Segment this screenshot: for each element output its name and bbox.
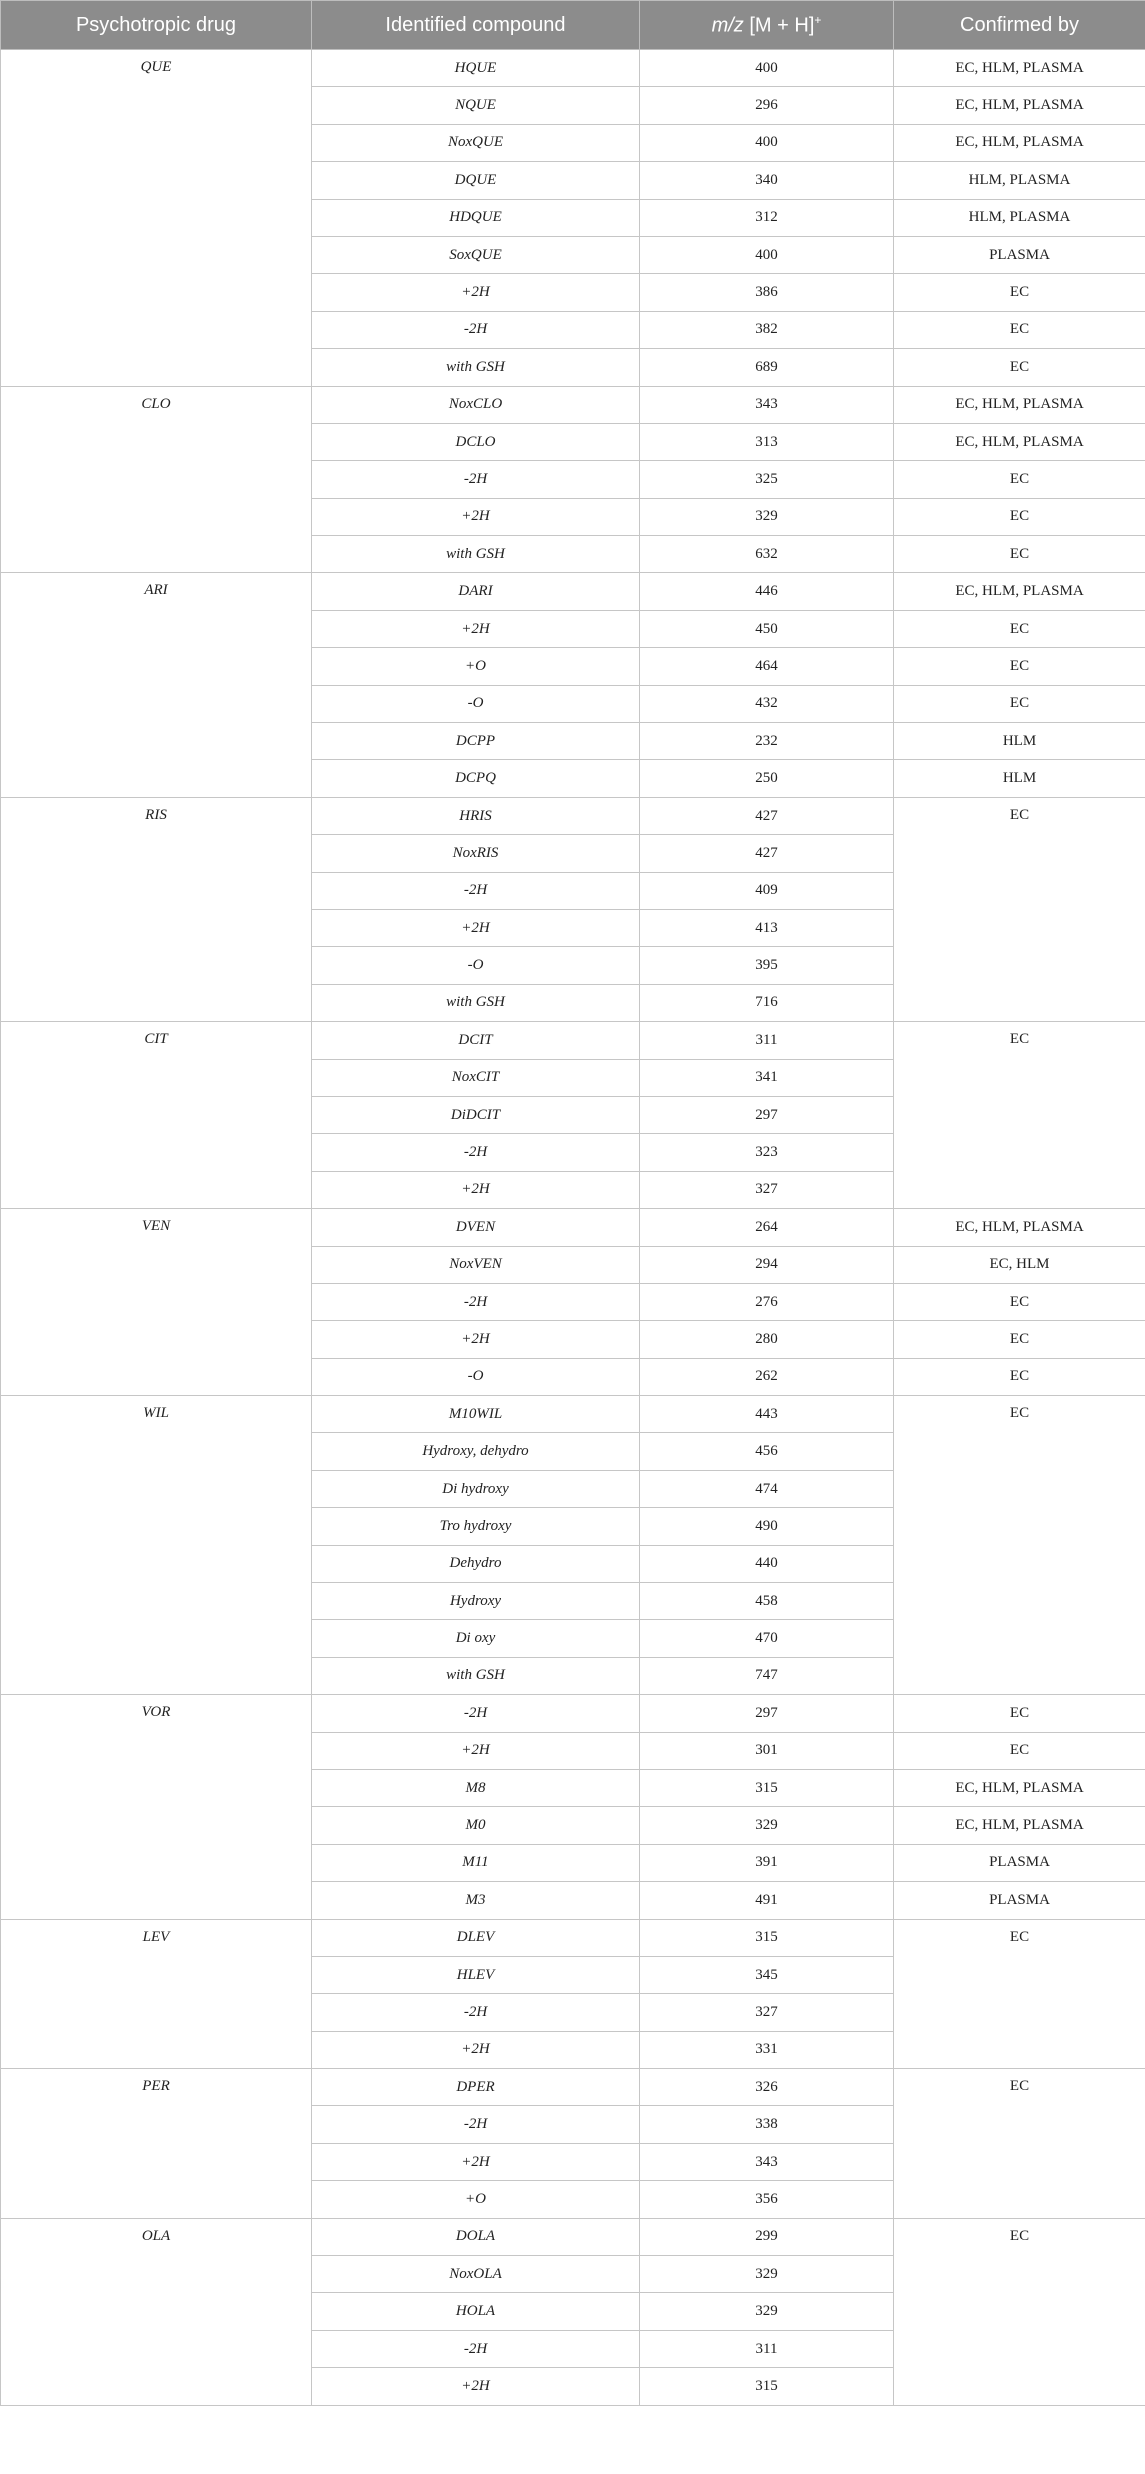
confirmed-cell: EC [894, 1358, 1145, 1395]
compound-cell: -O [312, 1358, 640, 1395]
confirmed-cell: EC, HLM, PLASMA [894, 50, 1145, 87]
compound-cell: Di hydroxy [312, 1470, 640, 1507]
mz-cell: 446 [640, 573, 894, 610]
compound-cell: -2H [312, 2330, 640, 2367]
mz-cell: 326 [640, 2069, 894, 2106]
mz-cell: 432 [640, 685, 894, 722]
compound-cell: M11 [312, 1844, 640, 1881]
compound-cell: NoxVEN [312, 1246, 640, 1283]
confirmed-cell: EC, HLM, PLASMA [894, 423, 1145, 460]
mz-cell: 312 [640, 199, 894, 236]
table-row [1, 2069, 1145, 2106]
header-mz-sup: + [814, 12, 822, 27]
compound-cell: DCLO [312, 423, 640, 460]
confirmed-cell: EC [894, 1396, 1145, 1695]
confirmed-cell: HLM [894, 723, 1145, 760]
mz-cell: 474 [640, 1470, 894, 1507]
compound-cell: -2H [312, 1695, 640, 1732]
compound-cell: +2H [312, 909, 640, 946]
mz-cell: 382 [640, 311, 894, 348]
confirmed-cell: EC [894, 1919, 1145, 2069]
compound-cell: +2H [312, 274, 640, 311]
mz-cell: 315 [640, 1769, 894, 1806]
compound-cell: -2H [312, 1283, 640, 1320]
confirmed-cell: EC, HLM, PLASMA [894, 573, 1145, 610]
table-row [1, 2218, 1145, 2255]
mz-cell: 250 [640, 760, 894, 797]
mz-cell: 450 [640, 610, 894, 647]
mz-cell: 427 [640, 835, 894, 872]
confirmed-cell: EC [894, 311, 1145, 348]
confirmed-cell: EC [894, 461, 1145, 498]
confirmed-cell: EC, HLM [894, 1246, 1145, 1283]
mz-cell: 327 [640, 1171, 894, 1208]
drug-cell: VEN [1, 1209, 312, 1396]
confirmed-cell: EC, HLM, PLASMA [894, 1209, 1145, 1246]
compound-cell: +2H [312, 610, 640, 647]
drug-cell: OLA [1, 2218, 312, 2405]
drug-cell: CLO [1, 386, 312, 573]
mz-cell: 632 [640, 536, 894, 573]
confirmed-cell: EC, HLM, PLASMA [894, 124, 1145, 161]
compound-cell: +2H [312, 1732, 640, 1769]
mz-cell: 301 [640, 1732, 894, 1769]
mz-cell: 329 [640, 2256, 894, 2293]
mz-cell: 262 [640, 1358, 894, 1395]
compound-cell: with GSH [312, 1657, 640, 1694]
drug-cell: QUE [1, 50, 312, 387]
table-row [1, 386, 1145, 423]
confirmed-cell: HLM, PLASMA [894, 162, 1145, 199]
confirmed-cell: EC, HLM, PLASMA [894, 1807, 1145, 1844]
mz-cell: 409 [640, 872, 894, 909]
compound-cell: M3 [312, 1882, 640, 1919]
compound-cell: +2H [312, 2368, 640, 2405]
mz-cell: 464 [640, 648, 894, 685]
compound-cell: DiDCIT [312, 1096, 640, 1133]
compound-cell: Hydroxy, dehydro [312, 1433, 640, 1470]
mz-cell: 329 [640, 1807, 894, 1844]
compound-cell: -2H [312, 1134, 640, 1171]
drug-cell: VOR [1, 1695, 312, 1919]
drug-cell: LEV [1, 1919, 312, 2069]
confirmed-cell: EC, HLM, PLASMA [894, 87, 1145, 124]
confirmed-cell: EC, HLM, PLASMA [894, 386, 1145, 423]
compound-cell: DCPQ [312, 760, 640, 797]
table-header [1, 1, 1145, 50]
confirmed-cell: HLM, PLASMA [894, 199, 1145, 236]
compound-cell: -2H [312, 311, 640, 348]
confirmed-cell: EC [894, 2218, 1145, 2405]
mz-cell: 315 [640, 1919, 894, 1956]
mz-cell: 299 [640, 2218, 894, 2255]
table-row [1, 1695, 1145, 1732]
compound-cell: NoxQUE [312, 124, 640, 161]
drug-cell: PER [1, 2069, 312, 2219]
confirmed-cell: PLASMA [894, 1844, 1145, 1881]
drug-cell: ARI [1, 573, 312, 797]
table-row [1, 1022, 1145, 1059]
mz-cell: 343 [640, 386, 894, 423]
mz-cell: 400 [640, 236, 894, 273]
header-mz-rest: [M + H] [743, 14, 815, 37]
mz-cell: 400 [640, 50, 894, 87]
confirmed-cell: EC [894, 2069, 1145, 2219]
compound-cell: NoxOLA [312, 2256, 640, 2293]
mz-cell: 343 [640, 2143, 894, 2180]
confirmed-cell: EC [894, 498, 1145, 535]
confirmed-cell: EC [894, 349, 1145, 386]
mz-cell: 313 [640, 423, 894, 460]
mz-cell: 456 [640, 1433, 894, 1470]
compound-cell: M0 [312, 1807, 640, 1844]
table-row [1, 50, 1145, 87]
compound-cell: -2H [312, 872, 640, 909]
table-row [1, 797, 1145, 834]
compound-cell: +2H [312, 498, 640, 535]
compound-cell: +O [312, 648, 640, 685]
confirmed-cell: EC, HLM, PLASMA [894, 1769, 1145, 1806]
mz-cell: 470 [640, 1620, 894, 1657]
header-drug: Psychotropic drug [1, 1, 312, 50]
compound-cell: with GSH [312, 984, 640, 1021]
compound-cell: DLEV [312, 1919, 640, 1956]
confirmed-cell: EC [894, 274, 1145, 311]
compound-cell: SoxQUE [312, 236, 640, 273]
mz-cell: 443 [640, 1396, 894, 1433]
mz-cell: 296 [640, 87, 894, 124]
compound-cell: DARI [312, 573, 640, 610]
confirmed-cell: EC [894, 536, 1145, 573]
mz-cell: 311 [640, 1022, 894, 1059]
table-row [1, 1919, 1145, 1956]
compound-cell: M10WIL [312, 1396, 640, 1433]
table-body [1, 50, 1145, 2406]
mz-cell: 325 [640, 461, 894, 498]
compound-cell: HQUE [312, 50, 640, 87]
confirmed-cell: EC [894, 1732, 1145, 1769]
mz-cell: 458 [640, 1583, 894, 1620]
confirmed-cell: EC [894, 1022, 1145, 1209]
confirmed-cell: EC [894, 610, 1145, 647]
confirmed-cell: EC [894, 1283, 1145, 1320]
mz-cell: 491 [640, 1882, 894, 1919]
mz-cell: 315 [640, 2368, 894, 2405]
confirmed-cell: PLASMA [894, 236, 1145, 273]
mz-cell: 276 [640, 1283, 894, 1320]
confirmed-cell: EC [894, 1695, 1145, 1732]
header-mz [640, 1, 894, 50]
confirmed-cell: EC [894, 797, 1145, 1021]
drug-cell: RIS [1, 797, 312, 1021]
mz-cell: 747 [640, 1657, 894, 1694]
mz-cell: 490 [640, 1508, 894, 1545]
mz-cell: 386 [640, 274, 894, 311]
compound-cell: with GSH [312, 349, 640, 386]
compound-cell: NoxCIT [312, 1059, 640, 1096]
mz-cell: 323 [640, 1134, 894, 1171]
compound-cell: NoxCLO [312, 386, 640, 423]
confirmed-cell: EC [894, 1321, 1145, 1358]
mz-cell: 391 [640, 1844, 894, 1881]
mz-cell: 400 [640, 124, 894, 161]
compound-cell: Tro hydroxy [312, 1508, 640, 1545]
compound-cell: +O [312, 2181, 640, 2218]
mz-cell: 297 [640, 1695, 894, 1732]
mz-cell: 294 [640, 1246, 894, 1283]
header-row [1, 1, 1145, 50]
table-row [1, 573, 1145, 610]
mz-cell: 716 [640, 984, 894, 1021]
compound-cell: +2H [312, 1171, 640, 1208]
compound-cell: DVEN [312, 1209, 640, 1246]
mz-cell: 345 [640, 1956, 894, 1993]
header-compound: Identified compound [312, 1, 640, 50]
compound-cell: NQUE [312, 87, 640, 124]
compound-cell: -2H [312, 1994, 640, 2031]
mz-cell: 341 [640, 1059, 894, 1096]
mz-cell: 297 [640, 1096, 894, 1133]
drug-cell: WIL [1, 1396, 312, 1695]
compound-cell: -2H [312, 461, 640, 498]
mz-cell: 329 [640, 2293, 894, 2330]
header-confirmed: Confirmed by [894, 1, 1145, 50]
compound-cell: HLEV [312, 1956, 640, 1993]
mz-cell: 356 [640, 2181, 894, 2218]
mz-cell: 413 [640, 909, 894, 946]
compound-cell: +2H [312, 2031, 640, 2068]
compound-cell: -O [312, 685, 640, 722]
confirmed-cell: HLM [894, 760, 1145, 797]
mz-cell: 440 [640, 1545, 894, 1582]
compound-cell: DCIT [312, 1022, 640, 1059]
drug-cell: CIT [1, 1022, 312, 1209]
table-row [1, 1209, 1145, 1246]
mz-cell: 232 [640, 723, 894, 760]
compound-cell: HOLA [312, 2293, 640, 2330]
mz-cell: 331 [640, 2031, 894, 2068]
compound-cell: -2H [312, 2106, 640, 2143]
confirmed-cell: EC [894, 685, 1145, 722]
compound-cell: HDQUE [312, 199, 640, 236]
mz-cell: 329 [640, 498, 894, 535]
compound-cell: +2H [312, 2143, 640, 2180]
compound-cell: DCPP [312, 723, 640, 760]
compound-cell: Dehydro [312, 1545, 640, 1582]
compound-cell: with GSH [312, 536, 640, 573]
mz-cell: 311 [640, 2330, 894, 2367]
mz-cell: 264 [640, 1209, 894, 1246]
compound-cell: HRIS [312, 797, 640, 834]
mz-cell: 338 [640, 2106, 894, 2143]
compound-cell: +2H [312, 1321, 640, 1358]
mz-cell: 280 [640, 1321, 894, 1358]
confirmed-cell: EC [894, 648, 1145, 685]
mz-cell: 340 [640, 162, 894, 199]
mz-cell: 427 [640, 797, 894, 834]
mz-cell: 395 [640, 947, 894, 984]
table-row [1, 1396, 1145, 1433]
header-mz-italic: m/z [711, 14, 744, 37]
mz-cell: 327 [640, 1994, 894, 2031]
compound-cell: -O [312, 947, 640, 984]
compound-cell: DQUE [312, 162, 640, 199]
confirmed-cell: PLASMA [894, 1882, 1145, 1919]
compound-cell: M8 [312, 1769, 640, 1806]
compound-cell: Di oxy [312, 1620, 640, 1657]
compound-cell: DPER [312, 2069, 640, 2106]
compound-cell: NoxRIS [312, 835, 640, 872]
compound-cell: DOLA [312, 2218, 640, 2255]
compound-cell: Hydroxy [312, 1583, 640, 1620]
mz-cell: 689 [640, 349, 894, 386]
